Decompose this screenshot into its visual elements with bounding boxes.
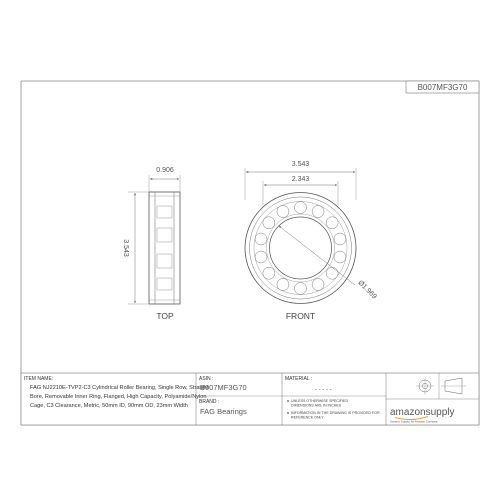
top-view bbox=[122, 167, 180, 321]
bearing-front-outline bbox=[245, 193, 356, 304]
front-inner-dimension: 2.343 bbox=[291, 176, 310, 183]
roller bbox=[277, 206, 289, 218]
roller bbox=[263, 217, 275, 229]
roller bbox=[263, 267, 275, 279]
item-name-line-2: Bore, Removable Inner Ring, Flanged, High Capacity, Polyamide/Nylon bbox=[30, 394, 207, 400]
roller bbox=[334, 251, 346, 263]
brand-label: BRAND : bbox=[199, 399, 220, 405]
top-width-dimension: 0.906 bbox=[156, 167, 174, 174]
note-2-line-2: REFERENCE ONLY bbox=[291, 415, 324, 420]
logo-text: amazonsupply bbox=[390, 407, 455, 418]
roller bbox=[312, 206, 324, 218]
asin-label: ASIN : bbox=[199, 376, 214, 382]
note-1-line-2: DIMENSIONS ARE IN INCHES bbox=[291, 403, 342, 408]
roller-set bbox=[255, 202, 346, 295]
material-value: - - - - - bbox=[315, 387, 332, 393]
item-name-label: ITEM NAME: bbox=[24, 376, 54, 382]
roller bbox=[277, 278, 289, 290]
part-number-top: B007MF3G70 bbox=[417, 83, 468, 92]
top-height-dimension: 3.543 bbox=[122, 239, 129, 257]
top-view-label: TOP bbox=[156, 311, 174, 321]
front-view bbox=[245, 161, 378, 321]
roller bbox=[255, 251, 267, 263]
front-outer-dimension: 3.543 bbox=[291, 161, 310, 168]
roller bbox=[255, 233, 267, 245]
item-name-line-1: FAG NJ2210E-TVP2-C3 Cylindrical Roller Bearing, Single Row, Straight bbox=[30, 385, 209, 391]
note-1-line-1: UNLESS OTHERWISE SPECIFIED bbox=[291, 399, 349, 403]
item-name-line-3: Cage, C3 Clearance, Metric, 50mm ID, 90mm OD, 23mm Width bbox=[30, 403, 188, 409]
title-block bbox=[21, 373, 479, 425]
roller bbox=[326, 217, 338, 229]
roller bbox=[326, 267, 338, 279]
roller bbox=[295, 283, 307, 295]
brand-value: FAG Bearings bbox=[200, 407, 247, 416]
note-bullet-1 bbox=[287, 400, 289, 402]
part-number-box bbox=[406, 81, 479, 93]
roller bbox=[295, 202, 307, 214]
note-2-line-1: INFORMATION IN THE DRAWING IS PROVIDED FOR bbox=[291, 411, 380, 415]
note-bullet-2 bbox=[287, 412, 289, 414]
asin-value: B007MF3G70 bbox=[200, 383, 247, 392]
material-label: MATERIAL : bbox=[285, 376, 313, 382]
logo-tagline: Amazon Supply, An Amazon Company bbox=[390, 419, 438, 424]
front-view-label: FRONT bbox=[285, 311, 316, 321]
roller bbox=[312, 278, 324, 290]
bearing-side-outline bbox=[149, 192, 180, 304]
roller bbox=[334, 233, 346, 245]
front-bore-dimension: Ø1.969 bbox=[356, 279, 378, 301]
